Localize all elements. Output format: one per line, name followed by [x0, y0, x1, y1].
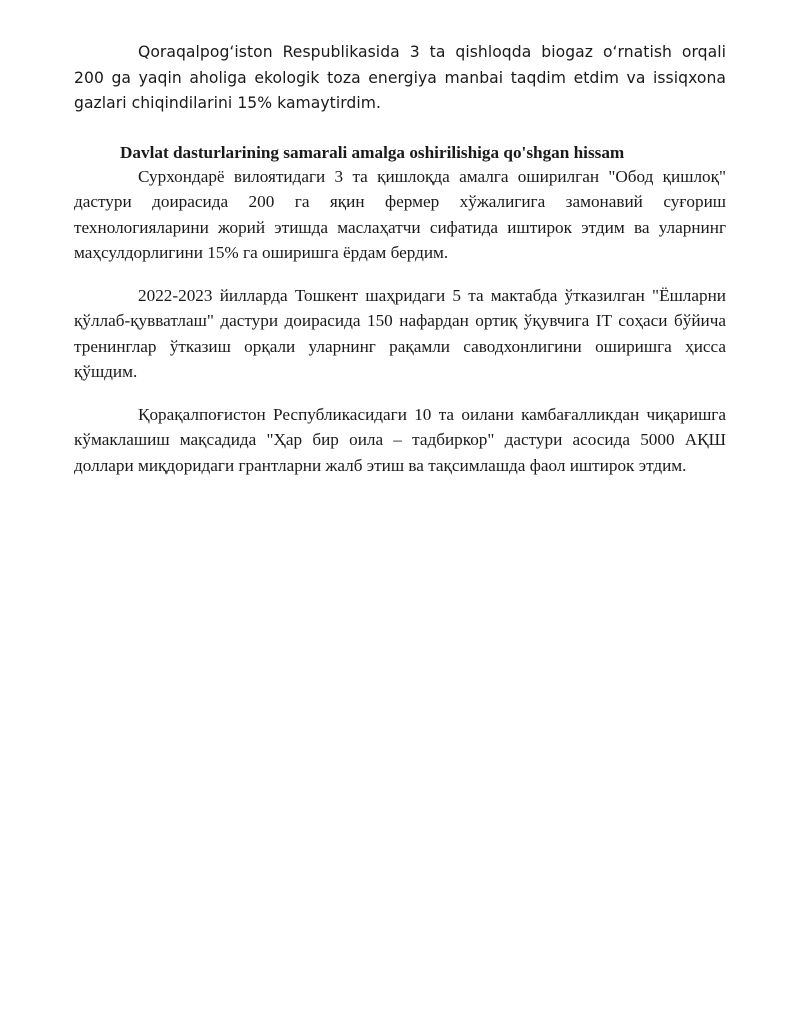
paragraph-family-entrepreneur: Қорақалпоғистон Республикасидаги 10 та оилани камбағалликдан чиқаришга кўмаклашиш мақсадида "Ҳар бир оила – тадбиркор" дастури асосида 5000 АҚШ доллари миқдоридаги грантларни жалб этиш ва тақсимлашда фаол иштирок этдим.: [74, 404, 726, 475]
paragraph-youth-support: 2022-2023 йилларда Тошкент шаҳридаги 5 та мактабда ўтказилган "Ёшларни қўллаб-қувватлаш" дастури доирасида 150 нафардан ортиқ ўқувчига IT соҳаси бўйича тренинглар ўтказиш орқали уларнинг рақамли саводхонлигини оширишга ҳисса қўшдим.: [74, 285, 726, 381]
paragraph-obod-qishloq: Сурхондарё вилоятидаги 3 та қишлоқда амалга оширилган "Обод қишлоқ" дастури доирасида 200 га яқин фермер хўжалигига замонавий суғориш технологияларини жорий этишда маслаҳатчи сифатида иштирок этдим ва уларнинг маҳсулдорлигини 15% га оширишга ёрдам бердим.: [74, 166, 726, 262]
document-body: [74, 40, 726, 478]
paragraph-biogas: Qoraqalpog‘iston Respublikasida 3 ta qishloqda biogaz o‘rnatish orqali 200 ga yaqin aholiga ekologik toza energiya manbai taqdim etdim va issiqxona gazlari chiqindilarini 15% kamaytirdim.: [74, 43, 726, 112]
section-heading: Davlat dasturlarining samarali amalga oshirilishiga qo'shgan hissam: [120, 142, 625, 162]
